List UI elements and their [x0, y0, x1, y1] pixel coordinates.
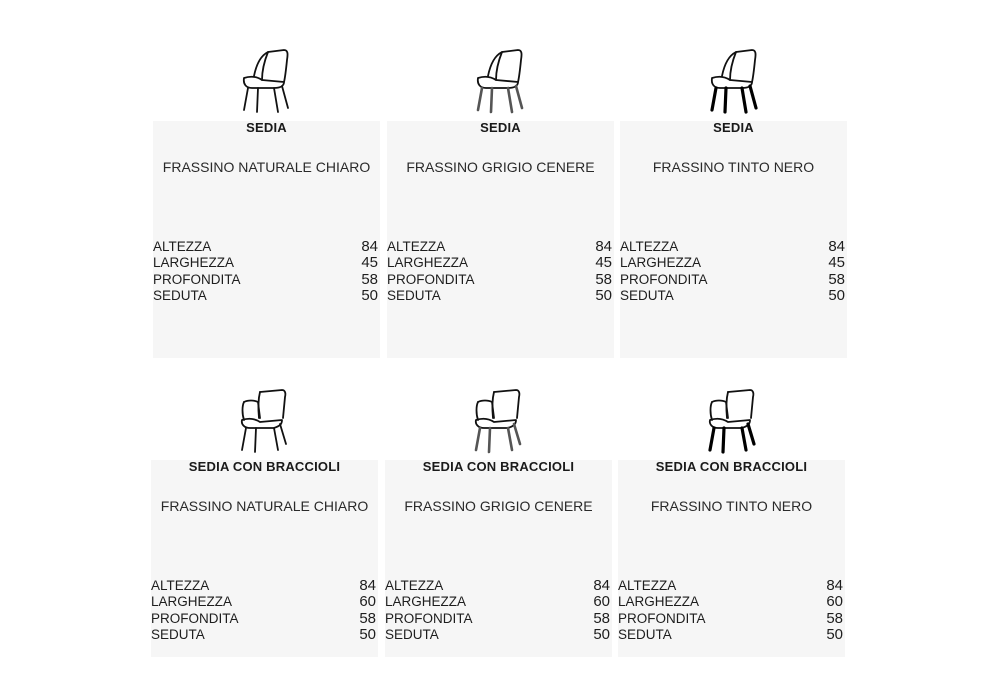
spec-label: LARGHEZZA: [151, 594, 233, 610]
product-card: [385, 460, 612, 657]
spec-row: [620, 272, 845, 288]
spec-value: 84: [828, 238, 845, 255]
spec-label: ALTEZZA: [387, 239, 446, 254]
spec-list: [618, 578, 843, 643]
spec-row: [387, 239, 612, 255]
spec-label: SEDUTA: [385, 626, 439, 642]
chair-icon: [708, 48, 764, 114]
product-title: SEDIA: [480, 120, 521, 135]
spec-label: PROFONDITA: [151, 610, 239, 626]
spec-value: 84: [826, 577, 843, 594]
product-card: [153, 121, 380, 358]
spec-label: SEDUTA: [153, 287, 207, 303]
product-title: SEDIA: [713, 120, 754, 135]
spec-value: 50: [593, 625, 610, 643]
product-finish: FRASSINO TINTO NERO: [650, 498, 813, 514]
spec-label: LARGHEZZA: [620, 255, 702, 271]
spec-value: 58: [361, 270, 378, 288]
chair-icon: [474, 48, 530, 114]
spec-list: [151, 578, 376, 643]
spec-value: 45: [595, 254, 612, 272]
spec-label: LARGHEZZA: [387, 255, 469, 271]
product-title: SEDIA CON BRACCIOLI: [188, 459, 341, 474]
spec-label: SEDUTA: [620, 287, 674, 303]
spec-label: PROFONDITA: [620, 271, 708, 287]
armchair-icon: [706, 388, 762, 454]
spec-row: [153, 288, 378, 304]
spec-value: 45: [828, 254, 845, 272]
product-finish: FRASSINO GRIGIO CENERE: [406, 159, 595, 175]
spec-value: 45: [361, 254, 378, 272]
spec-label: ALTEZZA: [151, 578, 210, 593]
spec-row: [387, 272, 612, 288]
product-finish: FRASSINO NATURALE CHIARO: [162, 159, 371, 175]
spec-row: [618, 611, 843, 627]
spec-row: [620, 239, 845, 255]
product-finish: FRASSINO GRIGIO CENERE: [404, 498, 593, 514]
spec-label: PROFONDITA: [387, 271, 475, 287]
spec-row: [385, 627, 610, 643]
spec-row: [153, 272, 378, 288]
spec-label: PROFONDITA: [618, 610, 706, 626]
spec-row: [618, 578, 843, 594]
spec-value: 50: [595, 286, 612, 304]
spec-list: [153, 239, 378, 304]
spec-list: [387, 239, 612, 304]
spec-row: [153, 255, 378, 271]
product-finish: FRASSINO NATURALE CHIARO: [160, 498, 369, 514]
spec-row: [387, 288, 612, 304]
spec-label: LARGHEZZA: [385, 594, 467, 610]
spec-value: 60: [359, 593, 376, 611]
spec-value: 58: [595, 270, 612, 288]
spec-label: PROFONDITA: [385, 610, 473, 626]
product-finish: FRASSINO TINTO NERO: [652, 159, 815, 175]
spec-row: [385, 594, 610, 610]
spec-label: SEDUTA: [387, 287, 441, 303]
spec-row: [153, 239, 378, 255]
spec-label: LARGHEZZA: [618, 594, 700, 610]
spec-row: [151, 594, 376, 610]
spec-label: ALTEZZA: [153, 239, 212, 254]
spec-value: 84: [359, 577, 376, 594]
product-card: [387, 121, 614, 358]
spec-row: [387, 255, 612, 271]
spec-row: [151, 578, 376, 594]
spec-value: 84: [361, 238, 378, 255]
spec-value: 60: [826, 593, 843, 611]
spec-label: PROFONDITA: [153, 271, 241, 287]
spec-value: 60: [593, 593, 610, 611]
spec-value: 50: [361, 286, 378, 304]
spec-row: [620, 255, 845, 271]
spec-value: 58: [828, 270, 845, 288]
spec-value: 84: [593, 577, 610, 594]
spec-list: [620, 239, 845, 304]
spec-value: 58: [826, 609, 843, 627]
product-card: [620, 121, 847, 358]
spec-row: [151, 611, 376, 627]
spec-row: [151, 627, 376, 643]
armchair-icon: [238, 388, 294, 454]
spec-value: 58: [593, 609, 610, 627]
spec-row: [385, 578, 610, 594]
spec-list: [385, 578, 610, 643]
armchair-icon: [472, 388, 528, 454]
spec-value: 84: [595, 238, 612, 255]
spec-label: ALTEZZA: [620, 239, 679, 254]
spec-row: [385, 611, 610, 627]
chair-icon: [240, 48, 296, 114]
spec-row: [618, 627, 843, 643]
product-title: SEDIA CON BRACCIOLI: [655, 459, 808, 474]
spec-value: 50: [828, 286, 845, 304]
spec-value: 58: [359, 609, 376, 627]
product-card: [618, 460, 845, 657]
product-title: SEDIA CON BRACCIOLI: [422, 459, 575, 474]
spec-label: ALTEZZA: [385, 578, 444, 593]
spec-row: [620, 288, 845, 304]
spec-row: [618, 594, 843, 610]
spec-label: SEDUTA: [618, 626, 672, 642]
product-card: [151, 460, 378, 657]
spec-label: SEDUTA: [151, 626, 205, 642]
spec-value: 50: [826, 625, 843, 643]
spec-label: ALTEZZA: [618, 578, 677, 593]
spec-label: LARGHEZZA: [153, 255, 235, 271]
spec-value: 50: [359, 625, 376, 643]
product-title: SEDIA: [246, 120, 287, 135]
